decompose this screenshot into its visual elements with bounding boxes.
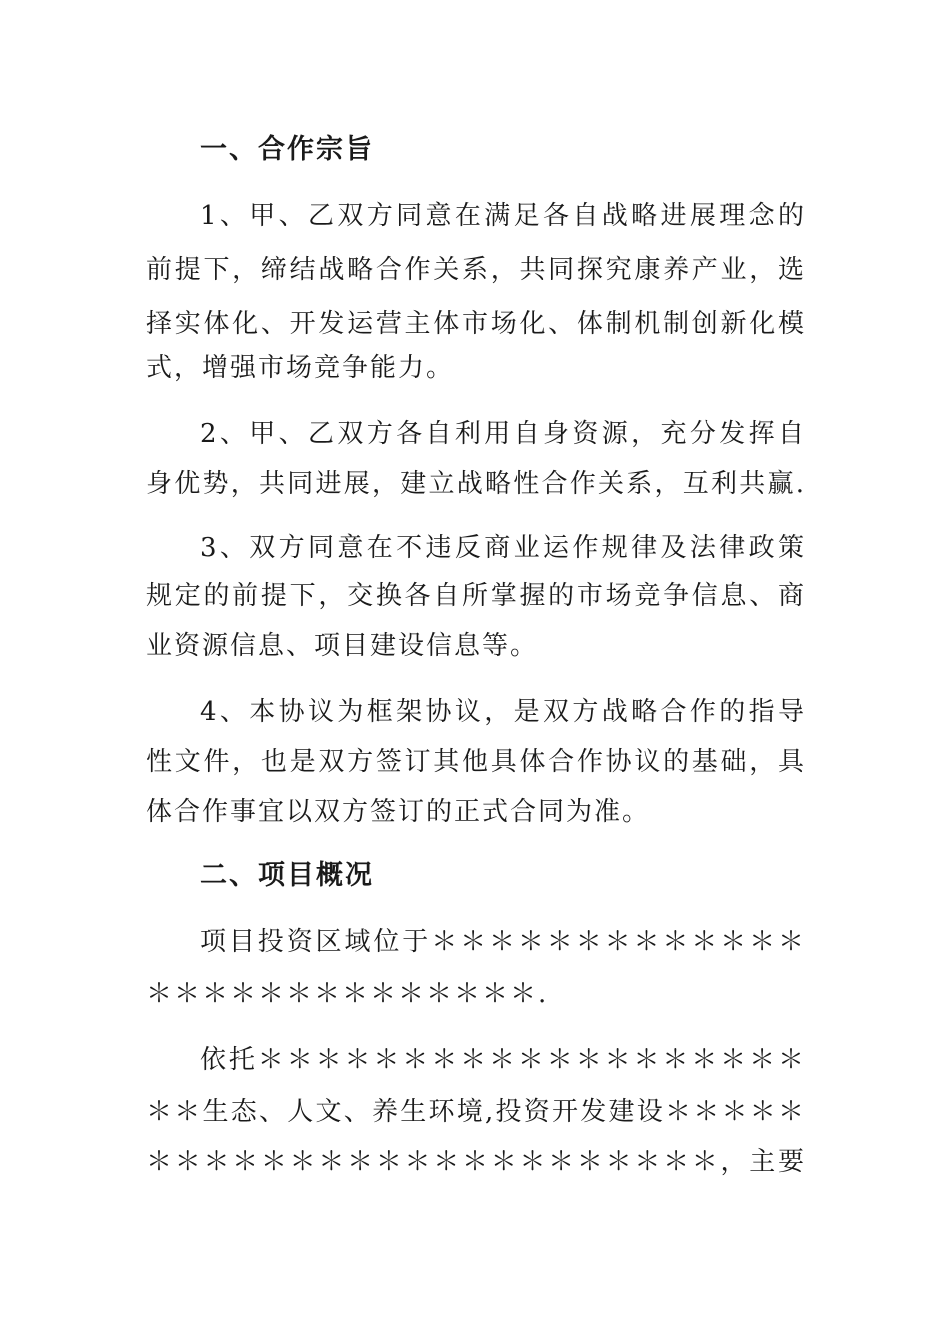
paragraph-4-line-3: 体合作事宜以双方签订的正式合同为准。 <box>146 797 651 827</box>
paragraph-4-line-1: 4、本协议为框架协议，是双方战略合作的指导 <box>200 697 806 727</box>
paragraph-3-line-1: 3、双方同意在不违反商业运作规律及法律政策 <box>200 533 806 563</box>
paragraph-1-line-2: 前提下，缔结战略合作关系，共同探究康养产业，选 <box>146 255 806 285</box>
paragraph-3-line-2: 规定的前提下，交换各自所掌握的市场竞争信息、商 <box>146 581 806 611</box>
paragraph-1-line-1: 1、甲、乙双方同意在满足各自战略进展理念的 <box>200 201 806 231</box>
overview-paragraph-2-line-1: 依托＊＊＊＊＊＊＊＊＊＊＊＊＊＊＊＊＊＊＊ <box>200 1045 806 1075</box>
overview-paragraph-2-line-2: ＊＊生态、人文、养生环境,投资开发建设＊＊＊＊＊ <box>146 1097 806 1127</box>
overview-paragraph-1-line-2: ＊＊＊＊＊＊＊＊＊＊＊＊＊＊. <box>146 979 549 1009</box>
overview-paragraph-2-line-3: ＊＊＊＊＊＊＊＊＊＊＊＊＊＊＊＊＊＊＊＊，主要 <box>146 1147 806 1177</box>
paragraph-1-line-3: 择实体化、开发运营主体市场化、体制机制创新化模 <box>146 309 806 339</box>
paragraph-1-line-4: 式，增强市场竞争能力。 <box>146 353 455 383</box>
paragraph-2-line-1: 2、甲、乙双方各自利用自身资源，充分发挥自 <box>200 419 806 449</box>
paragraph-3-line-3: 业资源信息、项目建设信息等。 <box>146 631 539 661</box>
section-heading-cooperation-purpose: 一、合作宗旨 <box>200 134 374 165</box>
paragraph-4-line-2: 性文件，也是双方签订其他具体合作协议的基础，具 <box>146 747 806 777</box>
paragraph-2-line-2: 身优势，共同进展，建立战略性合作关系，互利共赢. <box>146 469 806 499</box>
section-heading-project-overview: 二、项目概况 <box>200 860 374 891</box>
overview-paragraph-1-line-1: 项目投资区域位于＊＊＊＊＊＊＊＊＊＊＊＊＊ <box>200 927 806 957</box>
